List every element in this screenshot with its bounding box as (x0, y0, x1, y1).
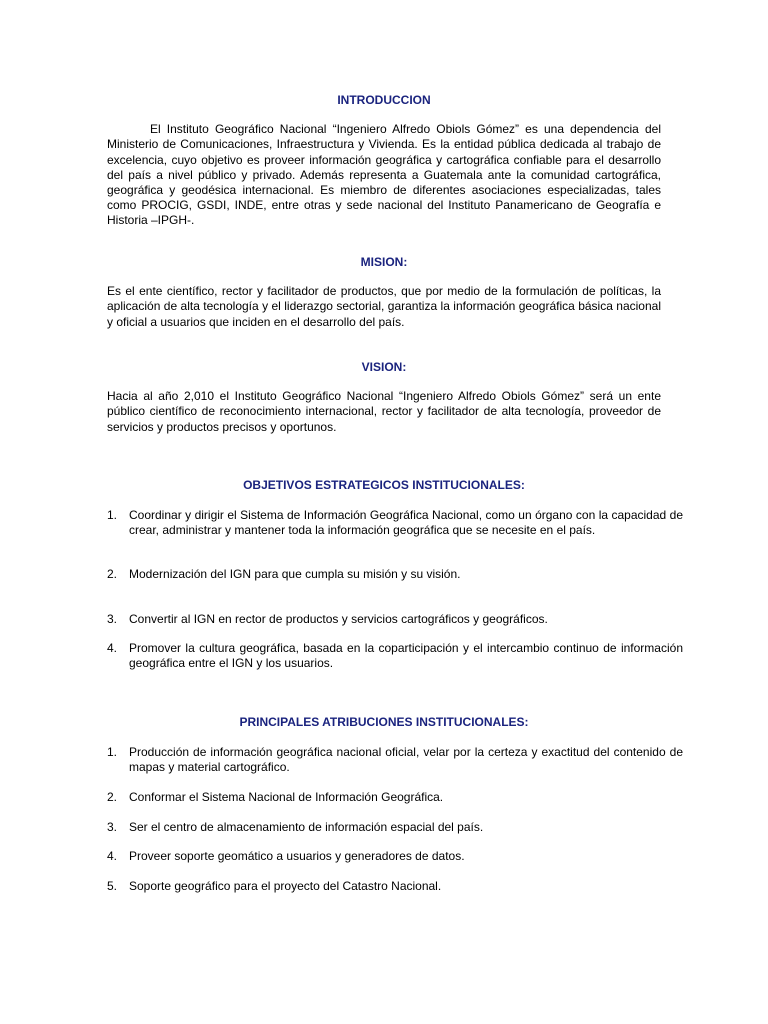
list-item-text: Coordinar y dirigir el Sistema de Información Geográfica Nacional, como un órgano con la capacidad de crear, administrar y mantener toda la información geográfica que se necesite en el país. (129, 508, 683, 538)
vision-paragraph: Hacia al año 2,010 el Instituto Geográfico Nacional “Ingeniero Alfredo Obiols Gómez” será un ente público científico de reconocimiento internacional, rector y facilitador de alta tecnología, proveedor de servicios y productos precisos y oportunos. (107, 389, 661, 434)
mision-heading: MISION: (360, 255, 408, 269)
list-item (107, 745, 683, 775)
list-item (107, 790, 683, 805)
list-item (107, 567, 683, 582)
list-item-text: Promover la cultura geográfica, basada en la coparticipación y el intercambio continuo de información geográfica entre el IGN y los usuarios. (129, 641, 683, 671)
objetivos-section (107, 478, 661, 493)
mision-paragraph: Es el ente científico, rector y facilitador de productos, que por medio de la formulación de políticas, la aplicación de alta tecnología y el liderazgo sectorial, garantiza la información geográfica básica nacional y oficial a usuarios que inciden en el desarrollo del país. (107, 284, 661, 329)
objetivos-heading: OBJETIVOS ESTRATEGICOS INSTITUCIONALES: (243, 478, 525, 492)
list-item-text: Proveer soporte geomático a usuarios y generadores de datos. (129, 849, 465, 863)
list-item-text: Conformar el Sistema Nacional de Información Geográfica. (129, 790, 444, 804)
introduccion-paragraph: El Instituto Geográfico Nacional “Ingeniero Alfredo Obiols Gómez” es una dependencia del Ministerio de Comunicaciones, Infraestructura y Vivienda. Es la entidad pública dedicada al trabajo de excelencia, cuyo objetivo es proveer información geográfica y cartográfica confiable para el desarrollo del país a nivel público y privado. Además representa a Guatemala ante la comunidad cartográfica, geográfica y geodésica internacional. Es miembro de diferentes asociaciones especializadas, tales como PROCIG, GSDI, INDE, entre otras y sede nacional del Instituto Panamericano de Geografía e Historia –IPGH-. (107, 122, 661, 228)
atribuciones-heading: PRINCIPALES ATRIBUCIONES INSTITUCIONALES: (239, 715, 529, 729)
list-item-text: Convertir al IGN en rector de productos y servicios cartográficos y geográficos. (129, 612, 548, 626)
list-item-number: 3. (107, 820, 118, 834)
mision-section (107, 255, 661, 330)
introduccion-section (107, 93, 661, 229)
list-item-number: 4. (107, 849, 118, 863)
list-item-number: 5. (107, 879, 118, 893)
list-item (107, 849, 683, 864)
vision-section (107, 360, 661, 435)
introduccion-heading: INTRODUCCION (337, 93, 431, 107)
list-item-text: Ser el centro de almacenamiento de información espacial del país. (129, 820, 484, 834)
list-item (107, 612, 683, 627)
list-item-number: 1. (107, 745, 118, 759)
atribuciones-section (107, 715, 661, 730)
list-item (107, 508, 683, 538)
list-item-number: 3. (107, 612, 118, 626)
list-item-text: Soporte geográfico para el proyecto del Catastro Nacional. (129, 879, 442, 893)
list-item-number: 1. (107, 508, 118, 522)
list-item (107, 820, 683, 835)
list-item-number: 2. (107, 567, 118, 581)
list-item-text: Producción de información geográfica nacional oficial, velar por la certeza y exactitud del contenido de mapas y material cartográfico. (129, 745, 683, 775)
list-item (107, 641, 683, 671)
vision-heading: VISION: (361, 360, 407, 374)
list-item (107, 879, 683, 894)
list-item-number: 4. (107, 641, 118, 655)
list-item-number: 2. (107, 790, 118, 804)
list-item-text: Modernización del IGN para que cumpla su misión y su visión. (129, 567, 461, 581)
